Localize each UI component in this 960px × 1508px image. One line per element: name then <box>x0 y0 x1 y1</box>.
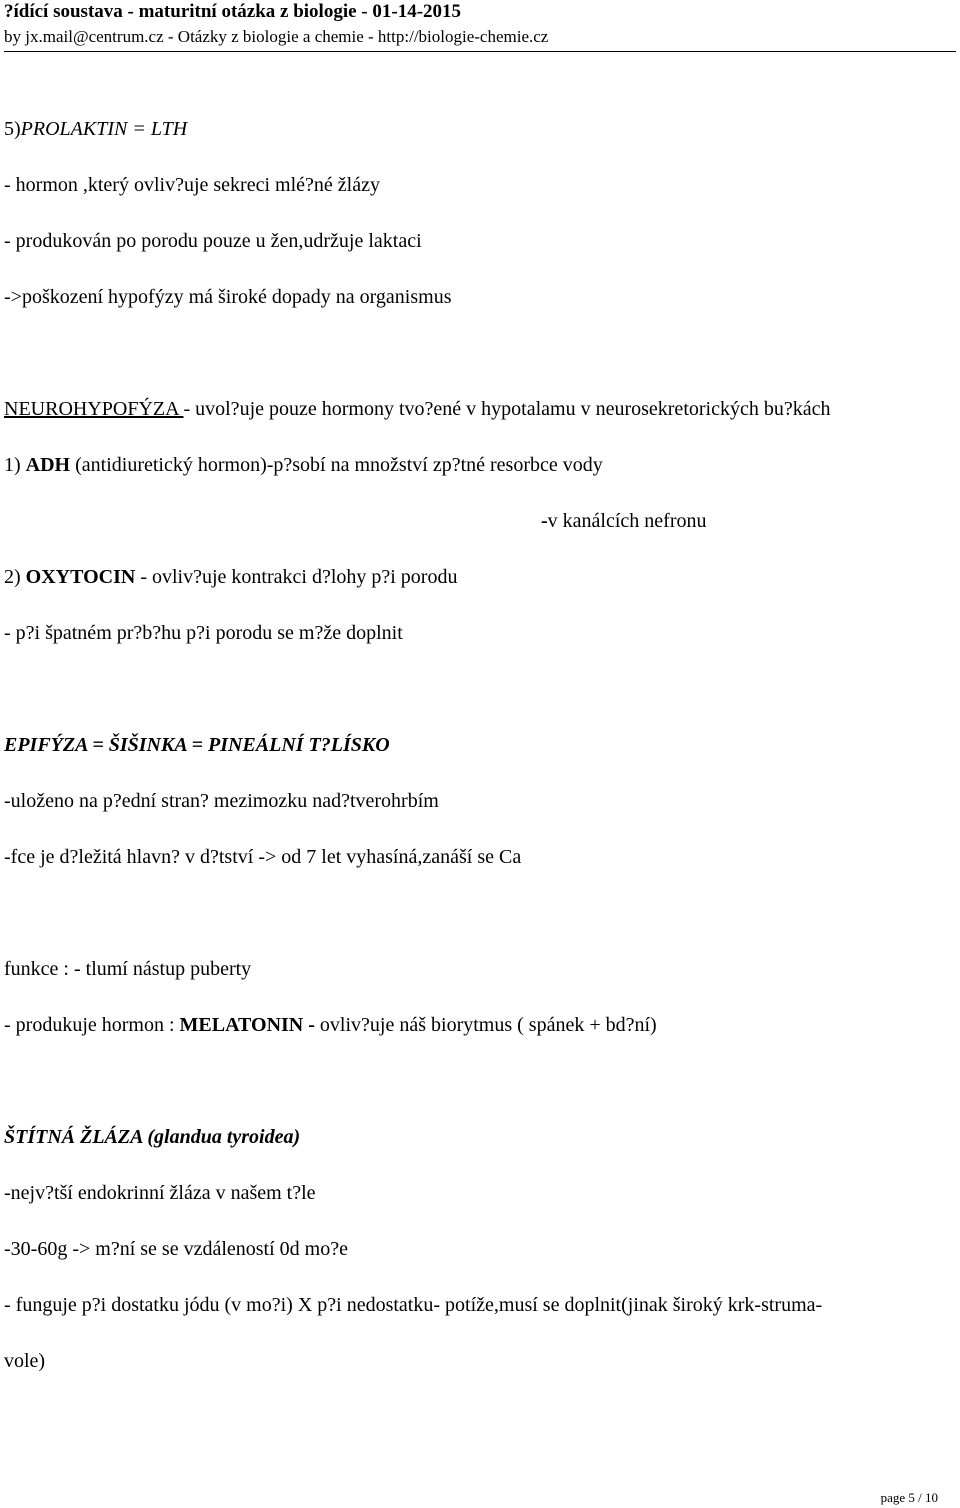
adh-continuation-dash: - <box>541 510 548 532</box>
melatonin-text: ovliv?uje náš biorytmus ( spánek + bd?ní) <box>314 1014 657 1036</box>
heading-epifyza: EPIFÝZA = ŠIŠINKA = PINEÁLNÍ T?LÍSKO <box>4 734 390 756</box>
text-line: - funguje p?i dostatku jódu (v mo?i) X p?i nedostatku- potíže,musí se doplnit(jinak široký krk-struma- <box>4 1294 823 1316</box>
melatonin-line <box>4 1013 657 1037</box>
melatonin-name: MELATONIN - <box>179 1014 315 1036</box>
heading-stitna-zlaza: ŠTÍTNÁ ŽLÁZA (glandua tyroidea) <box>4 1126 301 1148</box>
neurohypofyza-title: NEUROHYPOFÝZA <box>4 398 184 420</box>
neurohypofyza-text: - uvol?uje pouze hormony tvo?ené v hypotalamu v neurosekretorických bu?kách <box>183 398 831 420</box>
text-line: -30-60g -> m?ní se se vzdáleností 0d mo?e <box>4 1238 348 1260</box>
text-line: -uloženo na p?ední stran? mezimozku nad?tverohrbím <box>4 790 439 812</box>
oxytocin-text: - ovliv?uje kontrakci d?lohy p?i porodu <box>135 566 458 588</box>
list-number: 2) <box>4 566 26 588</box>
list-number: 1) <box>4 454 26 476</box>
melatonin-prefix: - produkuje hormon : <box>4 1014 180 1036</box>
document-byline: by jx.mail@centrum.cz - Otázky z biologie a chemie - http://biologie-chemie.cz <box>4 27 549 46</box>
document-title: ?ídící soustava - maturitní otázka z biologie - 01-14-2015 <box>4 1 462 22</box>
page-number: page 5 / 10 <box>880 1490 938 1505</box>
text-line: - produkován po porodu pouze u žen,udržuje laktaci <box>4 230 422 252</box>
neurohypofyza-line <box>4 397 830 421</box>
heading-text: PROLAKTIN = LTH <box>20 118 188 140</box>
oxytocin-name: OXYTOCIN <box>25 566 136 588</box>
header-divider <box>4 51 956 52</box>
oxytocin-line <box>4 565 457 589</box>
heading-prolaktin <box>4 117 187 141</box>
adh-continuation <box>541 509 707 533</box>
adh-name: ADH <box>25 454 71 476</box>
text-line: - p?i špatném pr?b?hu p?i porodu se m?že doplnit <box>4 622 403 644</box>
text-line: funkce : - tlumí nástup puberty <box>4 958 252 980</box>
adh-continuation-text: v kanálcích nefronu <box>547 510 707 532</box>
text-line: -fce je d?ležitá hlavn? v d?tství -> od 7 let vyhasíná,zanáší se Ca <box>4 846 522 868</box>
heading-number: 5) <box>4 118 21 140</box>
text-line: ->poškození hypofýzy má široké dopady na organismus <box>4 286 452 308</box>
text-line: -nejv?tší endokrinní žláza v našem t?le <box>4 1182 316 1204</box>
adh-text: (antidiuretický hormon)-p?sobí na množství zp?tné resorbce vody <box>70 454 603 476</box>
adh-line <box>4 453 603 477</box>
text-line: vole) <box>4 1350 46 1372</box>
text-line: - hormon ,který ovliv?uje sekreci mlé?né žlázy <box>4 174 380 196</box>
